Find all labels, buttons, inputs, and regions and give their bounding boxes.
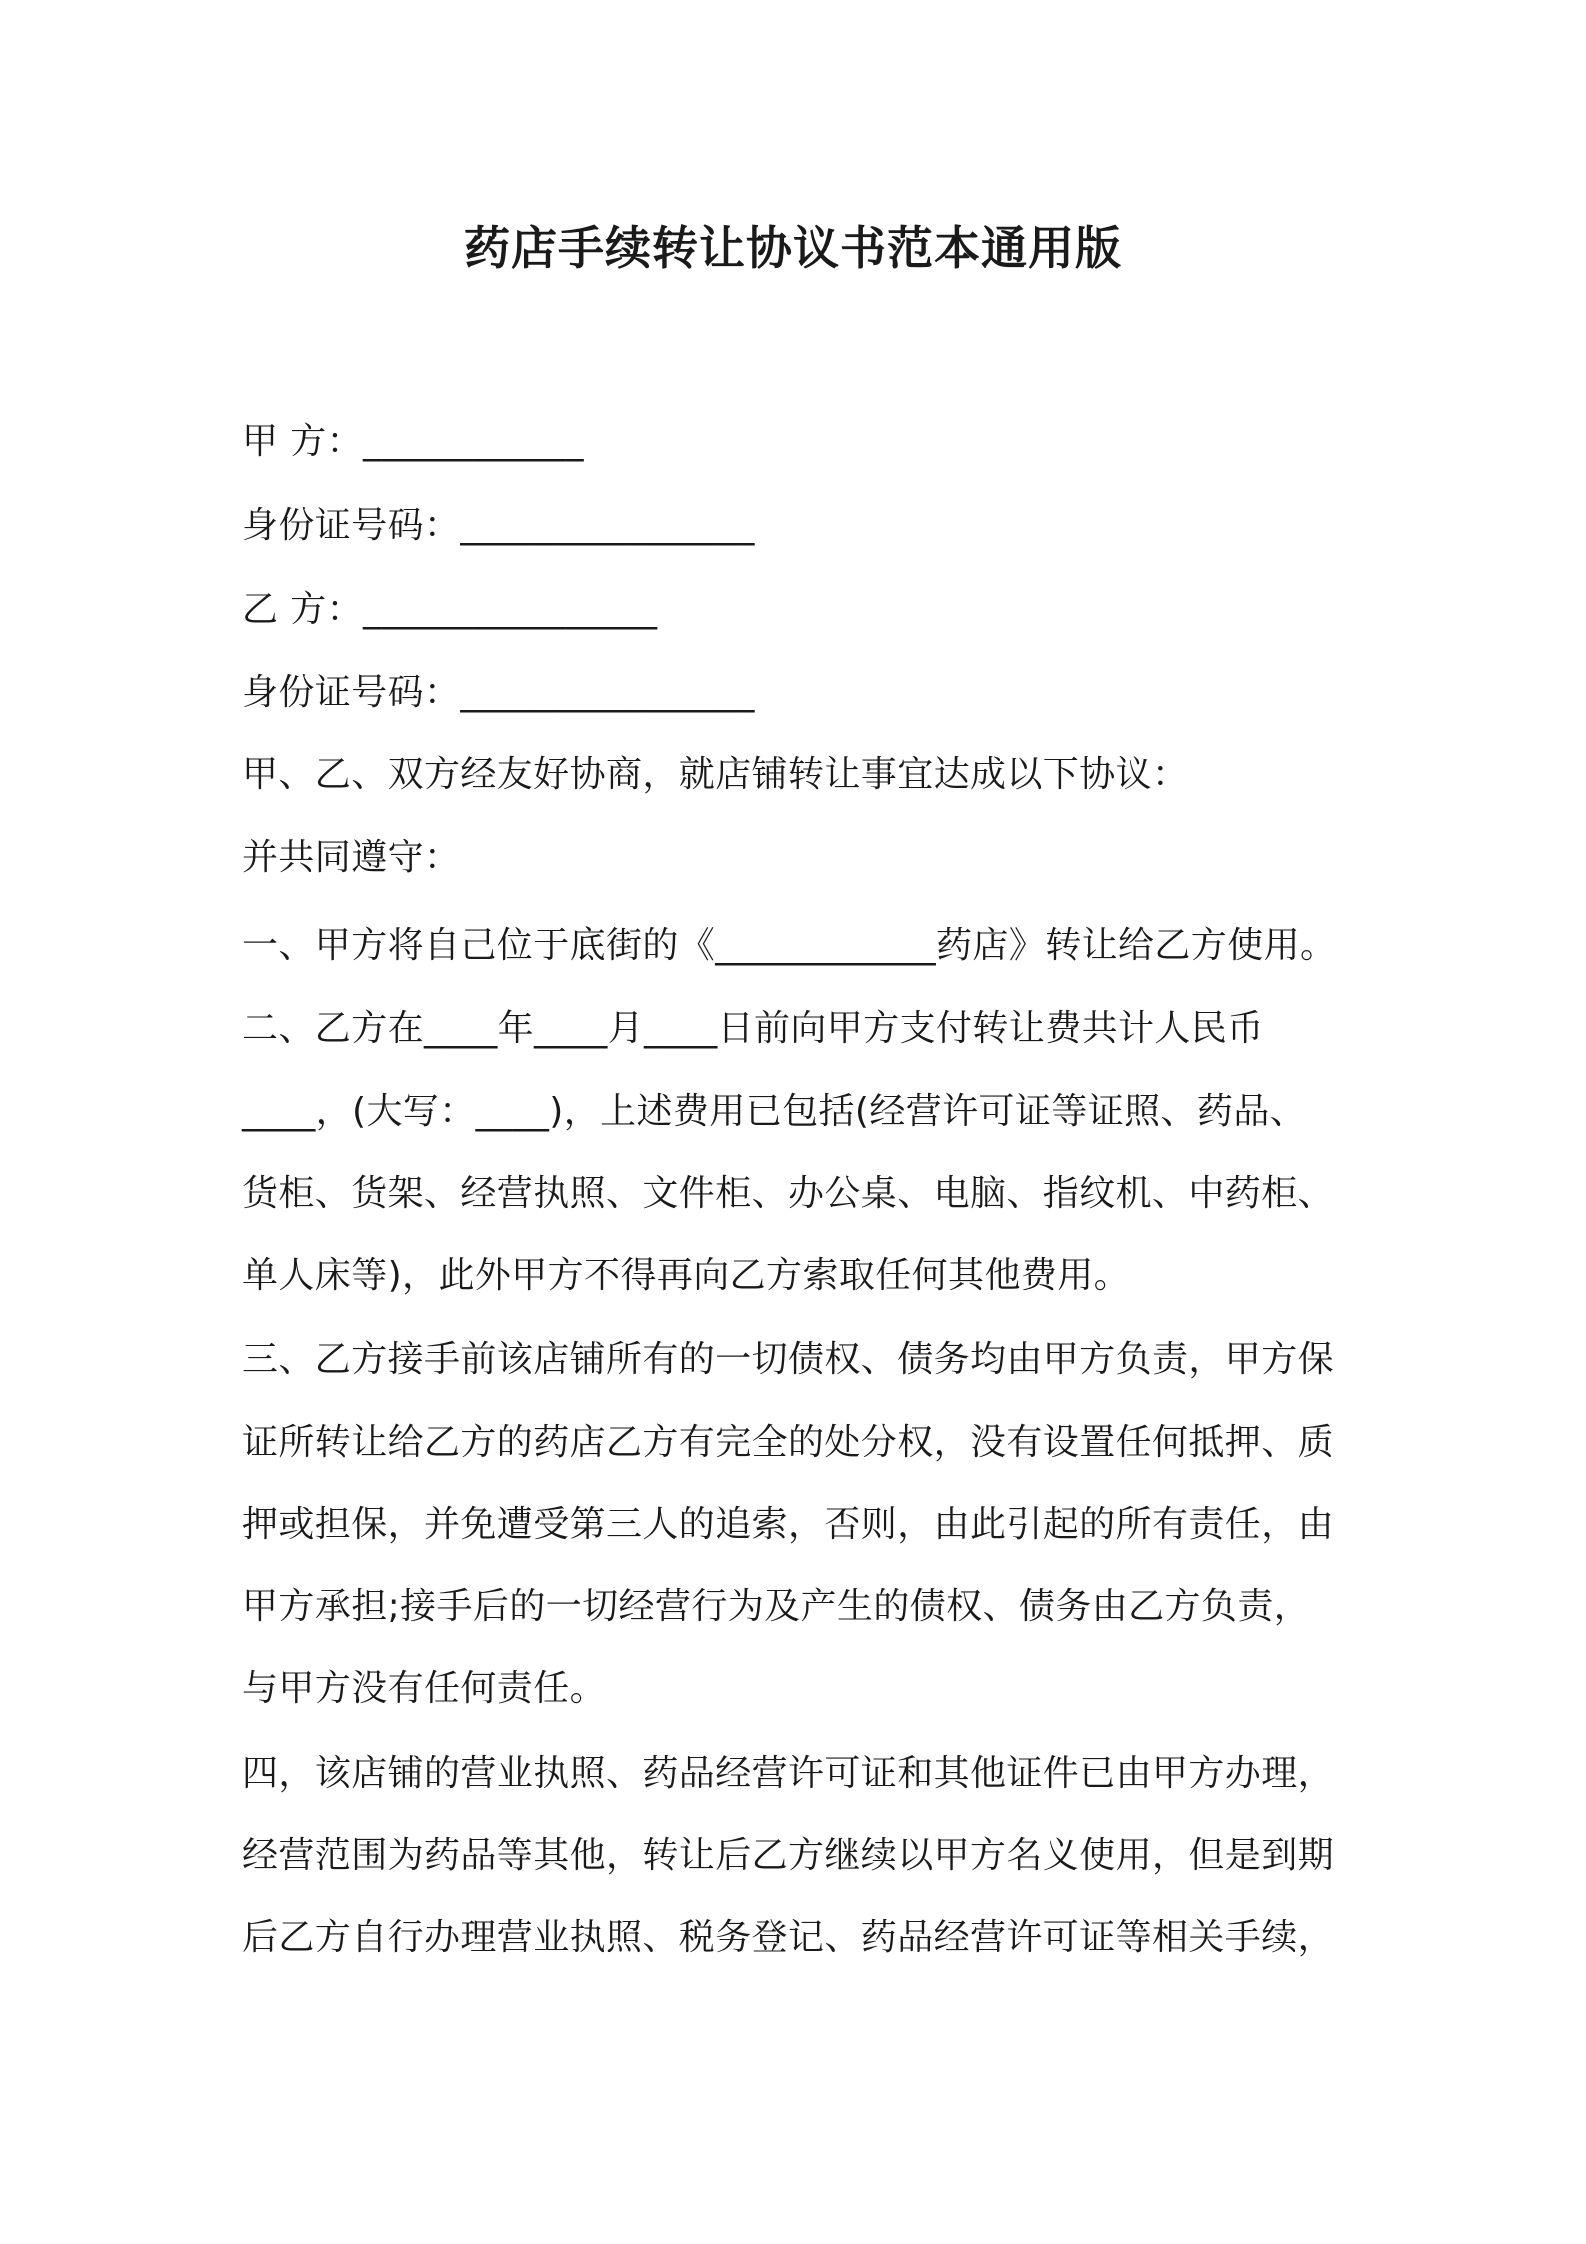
clause-3-line-4: 甲方承担;接手后的一切经营行为及产生的债权、债务由乙方负责， [242,1586,1311,1627]
clause-3-line-1: 三、乙方接手前该店铺所有的一切债权、债务均由甲方负责，甲方保 [242,1339,1335,1380]
party-b-line: 乙 方：________________ [242,589,658,630]
clause-3-line-5: 与甲方没有任何责任。 [242,1668,607,1709]
party-a-id-line: 身份证号码：________________ [242,505,755,546]
document-title: 药店手续转让协议书范本通用版 [464,221,1122,275]
clause-4-line-2: 经营范围为药品等其他，转让后乙方继续以甲方名义使用，但是到期 [242,1835,1335,1876]
clause-4-line-1: 四，该店铺的营业执照、药品经营许可证和其他证件已由甲方办理， [242,1753,1335,1794]
clause-2-line-4: 单人床等)，此外甲方不得再向乙方索取任何其他费用。 [242,1255,1131,1296]
intro-line-2: 并共同遵守： [242,837,461,878]
clause-1-line: 一、甲方将自己位于底街的《____________药店》转让给乙方使用。 [242,925,1337,966]
party-b-id-line: 身份证号码：________________ [242,672,755,713]
clause-2-line-2: ____，(大写：____)，上述费用已包括(经营许可证等证照、药品、 [242,1091,1307,1132]
clause-3-line-2: 证所转让给乙方的药店乙方有完全的处分权，没有设置任何抵押、质 [242,1422,1335,1463]
clause-4-line-3: 后乙方自行办理营业执照、税务登记、药品经营许可证等相关手续， [242,1917,1335,1958]
clause-2-line-1: 二、乙方在____年____月____日前向甲方支付转让费共计人民币 [242,1008,1264,1049]
party-a-line: 甲 方：____________ [242,421,584,462]
clause-2-line-3: 货柜、货架、经营执照、文件柜、办公桌、电脑、指纹机、中药柜、 [242,1173,1335,1214]
clause-3-line-3: 押或担保，并免遭受第三人的追索，否则，由此引起的所有责任，由 [242,1504,1335,1545]
intro-line: 甲、乙、双方经友好协商，就店铺转让事宜达成以下协议： [242,754,1189,795]
